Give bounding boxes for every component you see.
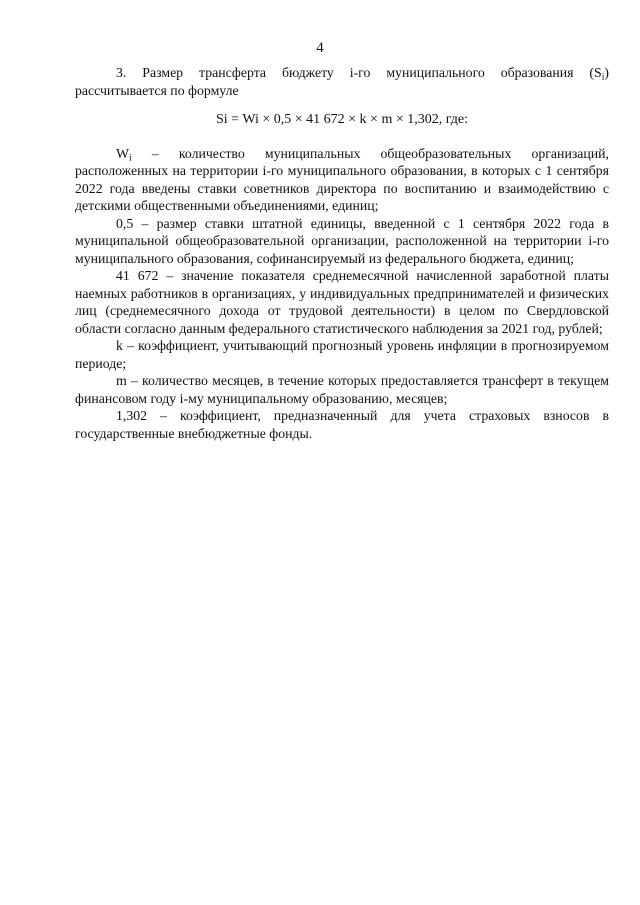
definition-subscript: i — [129, 151, 132, 163]
definition-salary: 41 672 – значение показателя среднемесячной начисленной заработной платы наемных работников в организациях, у индивидуальных предпринимателей и физических лиц (среднемесячного дохода от трудовой деятельности) в целом по Свердловской области согласно данным федерального статистического наблюдения за 2021 год, рублей; — [75, 268, 609, 336]
definition-rate: 0,5 – размер ставки штатной единицы, введенной с 1 сентября 2022 года в муниципальной общеобразовательной организации, расположенной на территории i-го муниципального образования, софинансируемый из федерального бюджета, единиц; — [75, 215, 609, 266]
definition-k: k – коэффициент, учитывающий прогнозный уровень инфляции в прогнозируемом периоде; — [75, 338, 609, 371]
definition-w — [75, 145, 609, 215]
intro-suffix: ) рассчитывается по формуле — [75, 65, 609, 98]
definition-insurance: 1,302 – коэффициент, предназначенный для учета страховых взносов в государственные внебюджетные фонды. — [75, 408, 609, 441]
intro-text: 3. Размер трансферта бюджету i-го муниципального образования (S — [116, 65, 602, 80]
intro-subscript: i — [601, 71, 605, 83]
document-body — [75, 64, 609, 442]
intro-paragraph — [75, 64, 609, 99]
page-number: 4 — [316, 40, 324, 56]
definition-text: – количество муниципальных общеобразовательных организаций, расположенных на территории i-го муниципального образования, в которых с 1 сентября 2022 года введены ставки советников директора по воспитанию и взаимодействию с детскими общественными объединениями, единиц; — [75, 145, 609, 213]
definition-symbol: W — [116, 145, 130, 161]
definition-m: m – количество месяцев, в течение которых предоставляется трансферт в текущем финансовом году i-му муниципальному образованию, месяцев; — [75, 373, 609, 406]
formula: Si = Wi × 0,5 × 41 672 × k × m × 1,302, где: — [216, 112, 468, 127]
